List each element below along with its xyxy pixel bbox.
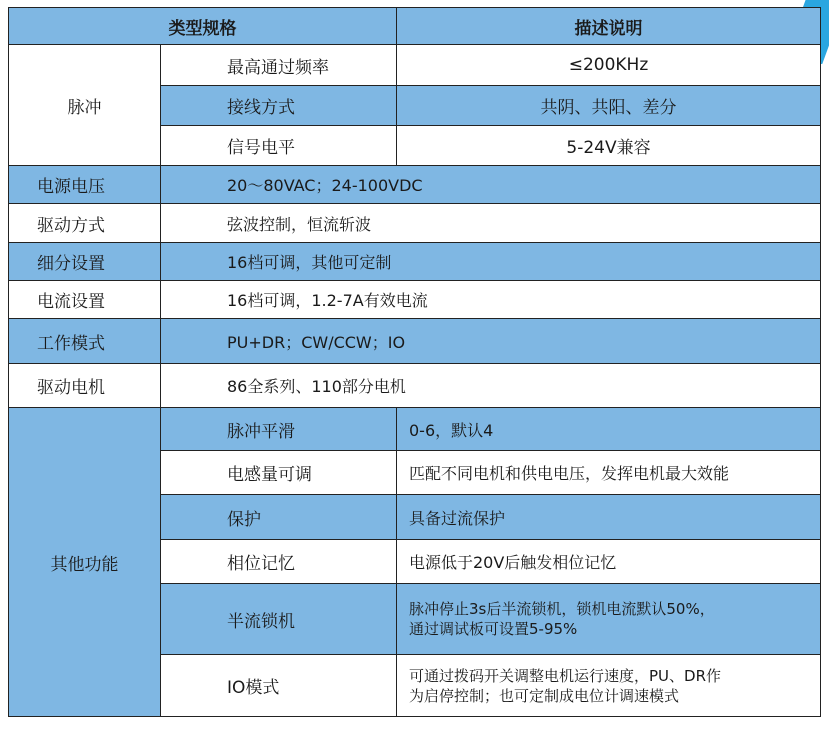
row-value: 16档可调，1.2-7A有效电流 xyxy=(161,281,821,319)
row-label: 驱动电机 xyxy=(9,364,161,408)
row-label: 最高通过频率 xyxy=(161,45,397,86)
row-value: PU+DR；CW/CCW；IO xyxy=(161,319,821,364)
row-label: 信号电平 xyxy=(161,126,397,166)
row-label: 驱动方式 xyxy=(9,204,161,243)
table-row xyxy=(9,243,821,281)
row-label: 电流设置 xyxy=(9,281,161,319)
row-value xyxy=(397,655,821,717)
header-type: 类型规格 xyxy=(9,8,397,45)
row-value: 电源低于20V后触发相位记忆 xyxy=(397,540,821,584)
row-value: 0-6，默认4 xyxy=(397,408,821,451)
category-other: 其他功能 xyxy=(9,408,161,717)
table-row xyxy=(9,204,821,243)
row-value: 弦波控制，恒流斩波 xyxy=(161,204,821,243)
row-label: 保护 xyxy=(161,495,397,540)
table-row xyxy=(9,319,821,364)
row-label: 电源电压 xyxy=(9,166,161,204)
row-label: 相位记忆 xyxy=(161,540,397,584)
row-value: 20～80VAC；24-100VDC xyxy=(161,166,821,204)
row-value-line: 为启停控制；也可定制成电位计调速模式 xyxy=(409,686,680,705)
row-value-line: 脉冲停止3s后半流锁机，锁机电流默认50%， xyxy=(409,600,715,618)
row-label: 半流锁机 xyxy=(161,584,397,655)
table-row xyxy=(9,364,821,408)
row-value: 86全系列、110部分电机 xyxy=(161,364,821,408)
row-label: 脉冲平滑 xyxy=(161,408,397,451)
row-value-line: 可通过拨码开关调整电机运行速度，PU、DR作 xyxy=(409,666,721,685)
table-row xyxy=(9,281,821,319)
header-row xyxy=(9,8,821,45)
row-value-line: 通过调试板可设置5-95% xyxy=(409,620,578,638)
table-row xyxy=(9,45,821,86)
row-value: 16档可调，其他可定制 xyxy=(161,243,821,281)
table-row xyxy=(9,166,821,204)
row-value: 共阴、共阳、差分 xyxy=(397,86,821,126)
row-label: 电感量可调 xyxy=(161,451,397,495)
row-label: 工作模式 xyxy=(9,319,161,364)
spec-table xyxy=(8,7,821,717)
row-value: 匹配不同电机和供电电压，发挥电机最大效能 xyxy=(397,451,821,495)
row-label: 细分设置 xyxy=(9,243,161,281)
category-pulse: 脉冲 xyxy=(9,45,161,166)
row-value: 具备过流保护 xyxy=(397,495,821,540)
header-desc: 描述说明 xyxy=(397,8,821,45)
row-value: ≤200KHz xyxy=(397,45,821,86)
row-label: 接线方式 xyxy=(161,86,397,126)
row-value: 5-24V兼容 xyxy=(397,126,821,166)
row-value xyxy=(397,584,821,655)
row-label: IO模式 xyxy=(161,655,397,717)
table-row xyxy=(9,408,821,451)
